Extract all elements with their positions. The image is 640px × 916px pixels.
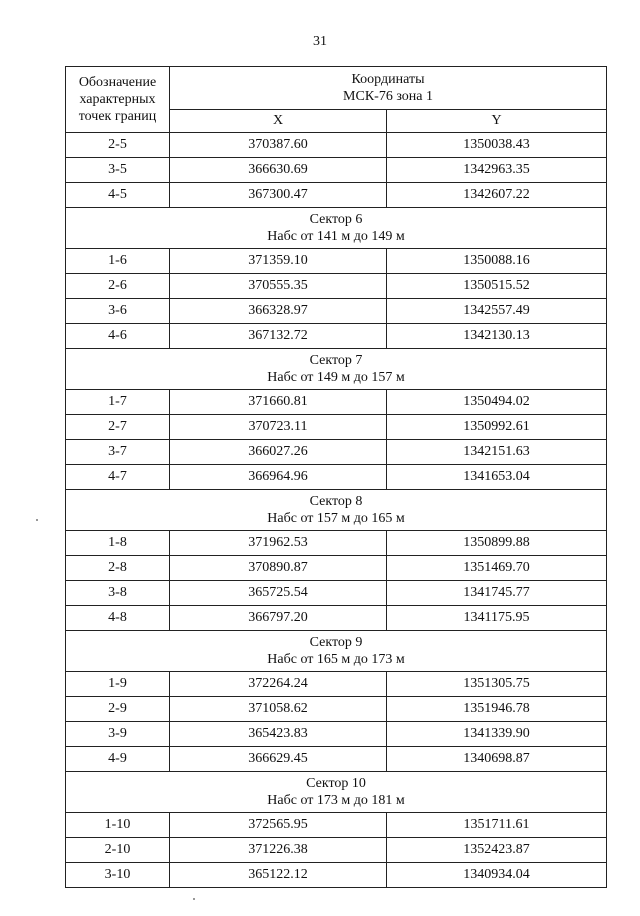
point-id-cell: 1-6 xyxy=(66,249,170,274)
coord-y-cell: 1350088.16 xyxy=(387,249,607,274)
sector-title: Сектор 8 xyxy=(309,494,363,509)
table-row xyxy=(66,813,607,838)
sector-cell xyxy=(66,631,607,672)
coord-y-cell: 1342963.35 xyxy=(387,158,607,183)
coord-y-cell: 1341745.77 xyxy=(387,581,607,606)
sector-height-range: Набс от 149 м до 157 м xyxy=(267,370,405,385)
sector-cell xyxy=(66,349,607,390)
table-row xyxy=(66,274,607,299)
coord-y-cell: 1341175.95 xyxy=(387,606,607,631)
coord-x-cell: 372264.24 xyxy=(170,672,387,697)
point-id-cell: 1-10 xyxy=(66,813,170,838)
x-column-header: X xyxy=(170,110,387,133)
table-row xyxy=(66,556,607,581)
coord-y-cell: 1351711.61 xyxy=(387,813,607,838)
points-header-line: характерных xyxy=(79,92,156,107)
coord-y-cell: 1341339.90 xyxy=(387,722,607,747)
sector-row xyxy=(66,208,607,249)
coord-x-cell: 365122.12 xyxy=(170,863,387,888)
points-header xyxy=(66,67,170,133)
table-row xyxy=(66,465,607,490)
point-id-cell: 4-5 xyxy=(66,183,170,208)
sector-cell xyxy=(66,490,607,531)
point-id-cell: 1-9 xyxy=(66,672,170,697)
coord-x-cell: 370387.60 xyxy=(170,133,387,158)
point-id-cell: 4-8 xyxy=(66,606,170,631)
coord-y-cell: 1340698.87 xyxy=(387,747,607,772)
table-row xyxy=(66,531,607,556)
sector-row xyxy=(66,490,607,531)
coord-x-cell: 371660.81 xyxy=(170,390,387,415)
coord-x-cell: 371226.38 xyxy=(170,838,387,863)
point-id-cell: 2-10 xyxy=(66,838,170,863)
coord-x-cell: 372565.95 xyxy=(170,813,387,838)
table-row xyxy=(66,415,607,440)
point-id-cell: 3-9 xyxy=(66,722,170,747)
coord-y-cell: 1350038.43 xyxy=(387,133,607,158)
coord-x-cell: 366027.26 xyxy=(170,440,387,465)
table-row xyxy=(66,697,607,722)
sector-title: Сектор 7 xyxy=(309,353,363,368)
table-body xyxy=(66,133,607,888)
coord-x-cell: 366797.20 xyxy=(170,606,387,631)
coord-x-cell: 371359.10 xyxy=(170,249,387,274)
coord-y-cell: 1350992.61 xyxy=(387,415,607,440)
point-id-cell: 2-6 xyxy=(66,274,170,299)
coord-y-cell: 1341653.04 xyxy=(387,465,607,490)
coord-y-cell: 1350515.52 xyxy=(387,274,607,299)
table-row xyxy=(66,722,607,747)
coordinates-label: Координаты xyxy=(351,72,425,87)
point-id-cell: 3-6 xyxy=(66,299,170,324)
coordinate-system-label: МСК-76 зона 1 xyxy=(343,89,433,104)
table-row xyxy=(66,606,607,631)
point-id-cell: 4-6 xyxy=(66,324,170,349)
scan-speck xyxy=(193,898,195,900)
coord-x-cell: 366630.69 xyxy=(170,158,387,183)
table-row xyxy=(66,183,607,208)
coord-y-cell: 1340934.04 xyxy=(387,863,607,888)
point-id-cell: 3-8 xyxy=(66,581,170,606)
sector-row xyxy=(66,772,607,813)
coord-y-cell: 1351469.70 xyxy=(387,556,607,581)
point-id-cell: 2-5 xyxy=(66,133,170,158)
sector-row xyxy=(66,631,607,672)
table-row xyxy=(66,747,607,772)
coord-x-cell: 365725.54 xyxy=(170,581,387,606)
point-id-cell: 2-9 xyxy=(66,697,170,722)
sector-cell xyxy=(66,208,607,249)
point-id-cell: 3-5 xyxy=(66,158,170,183)
point-id-cell: 4-7 xyxy=(66,465,170,490)
table-row xyxy=(66,390,607,415)
coord-x-cell: 367300.47 xyxy=(170,183,387,208)
table-row xyxy=(66,672,607,697)
y-column-header: Y xyxy=(387,110,607,133)
table-row xyxy=(66,324,607,349)
coord-x-cell: 365423.83 xyxy=(170,722,387,747)
sector-height-range: Набс от 157 м до 165 м xyxy=(267,511,405,526)
table-row xyxy=(66,158,607,183)
sector-row xyxy=(66,349,607,390)
table-row xyxy=(66,299,607,324)
coord-y-cell: 1351305.75 xyxy=(387,672,607,697)
coord-x-cell: 371962.53 xyxy=(170,531,387,556)
coord-x-cell: 366964.96 xyxy=(170,465,387,490)
sector-title: Сектор 9 xyxy=(309,635,363,650)
coord-y-cell: 1350494.02 xyxy=(387,390,607,415)
point-id-cell: 3-7 xyxy=(66,440,170,465)
coord-y-cell: 1342130.13 xyxy=(387,324,607,349)
coordinates-header xyxy=(170,67,607,110)
coord-x-cell: 367132.72 xyxy=(170,324,387,349)
table-row xyxy=(66,838,607,863)
coord-y-cell: 1350899.88 xyxy=(387,531,607,556)
coord-x-cell: 366328.97 xyxy=(170,299,387,324)
points-header-line: точек границ xyxy=(78,109,157,124)
table-row xyxy=(66,581,607,606)
page-number: 31 xyxy=(313,34,327,49)
table-row xyxy=(66,249,607,274)
coord-y-cell: 1351946.78 xyxy=(387,697,607,722)
point-id-cell: 2-8 xyxy=(66,556,170,581)
points-header-line: Обозначение xyxy=(78,75,157,90)
coordinates-table xyxy=(65,66,607,888)
coord-x-cell: 370890.87 xyxy=(170,556,387,581)
table-row xyxy=(66,863,607,888)
coord-x-cell: 370555.35 xyxy=(170,274,387,299)
sector-height-range: Набс от 141 м до 149 м xyxy=(267,229,405,244)
coord-x-cell: 371058.62 xyxy=(170,697,387,722)
sector-cell xyxy=(66,772,607,813)
scan-speck xyxy=(36,519,38,521)
coord-y-cell: 1342151.63 xyxy=(387,440,607,465)
sector-title: Сектор 10 xyxy=(306,776,366,791)
sector-height-range: Набс от 165 м до 173 м xyxy=(267,652,405,667)
point-id-cell: 1-7 xyxy=(66,390,170,415)
point-id-cell: 4-9 xyxy=(66,747,170,772)
point-id-cell: 1-8 xyxy=(66,531,170,556)
point-id-cell: 3-10 xyxy=(66,863,170,888)
coord-x-cell: 366629.45 xyxy=(170,747,387,772)
sector-title: Сектор 6 xyxy=(309,212,363,227)
coord-y-cell: 1352423.87 xyxy=(387,838,607,863)
coord-y-cell: 1342607.22 xyxy=(387,183,607,208)
table-row xyxy=(66,440,607,465)
table-row xyxy=(66,133,607,158)
sector-height-range: Набс от 173 м до 181 м xyxy=(267,793,405,808)
coord-x-cell: 370723.11 xyxy=(170,415,387,440)
coord-y-cell: 1342557.49 xyxy=(387,299,607,324)
point-id-cell: 2-7 xyxy=(66,415,170,440)
